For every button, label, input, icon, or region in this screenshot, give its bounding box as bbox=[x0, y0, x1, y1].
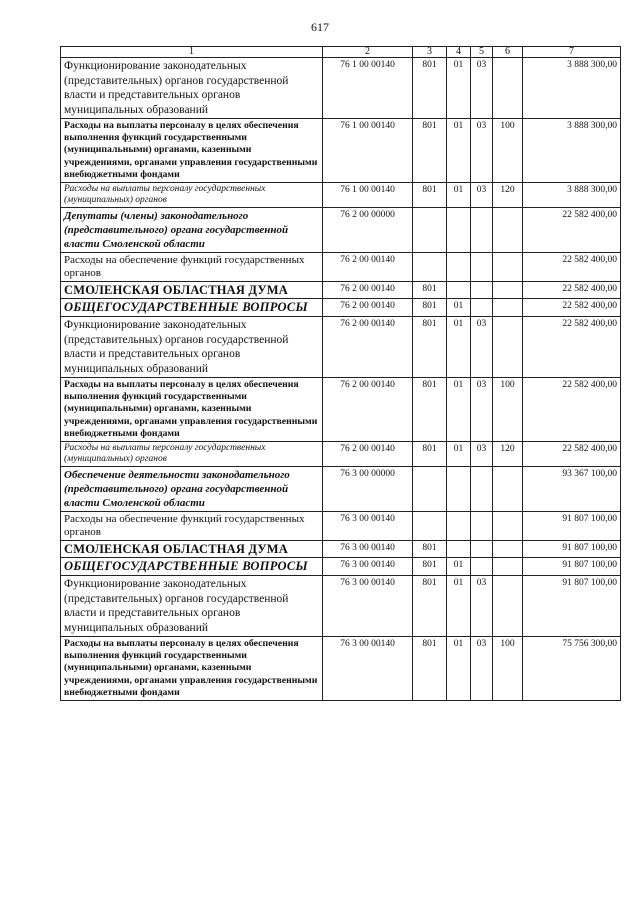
section-code-cell: 01 bbox=[447, 58, 471, 119]
target-article-cell: 76 2 00 00000 bbox=[323, 208, 413, 253]
amount-cell: 22 582 400,00 bbox=[523, 442, 621, 467]
subsection-code-cell: 03 bbox=[471, 637, 493, 701]
expense-type-cell bbox=[493, 512, 523, 541]
subsection-code-cell bbox=[471, 282, 493, 299]
amount-cell: 22 582 400,00 bbox=[523, 253, 621, 282]
column-header: 7 bbox=[523, 47, 621, 58]
section-code-cell bbox=[447, 253, 471, 282]
department-code-cell bbox=[413, 253, 447, 282]
subsection-code-cell bbox=[471, 512, 493, 541]
department-code-cell: 801 bbox=[413, 119, 447, 183]
amount-cell: 22 582 400,00 bbox=[523, 282, 621, 299]
row-name-cell: Расходы на обеспечение функций государственных органов bbox=[61, 253, 323, 282]
amount-cell: 3 888 300,00 bbox=[523, 58, 621, 119]
section-code-cell: 01 bbox=[447, 119, 471, 183]
row-name-cell: Функционирование законодательных (представительных) органов государственной власти и представительных органов муниципальных образований bbox=[61, 58, 323, 119]
target-article-cell: 76 2 00 00140 bbox=[323, 299, 413, 317]
row-name-cell: Расходы на выплаты персоналу в целях обеспечения выполнения функций государственными (муниципальными) органами, казенными учреждениями, органами управления государственными внебюджетными фондами bbox=[61, 119, 323, 183]
department-code-cell: 801 bbox=[413, 183, 447, 208]
subsection-code-cell bbox=[471, 558, 493, 576]
department-code-cell: 801 bbox=[413, 541, 447, 558]
target-article-cell: 76 2 00 00140 bbox=[323, 442, 413, 467]
column-header: 6 bbox=[493, 47, 523, 58]
subsection-code-cell: 03 bbox=[471, 119, 493, 183]
subsection-code-cell bbox=[471, 541, 493, 558]
table-row bbox=[61, 119, 621, 183]
row-name-cell: ОБЩЕГОСУДАРСТВЕННЫЕ ВОПРОСЫ bbox=[61, 299, 323, 317]
expense-type-cell bbox=[493, 576, 523, 637]
department-code-cell: 801 bbox=[413, 576, 447, 637]
subsection-code-cell: 03 bbox=[471, 317, 493, 378]
budget-table bbox=[60, 46, 621, 701]
expense-type-cell bbox=[493, 208, 523, 253]
department-code-cell: 801 bbox=[413, 442, 447, 467]
target-article-cell: 76 1 00 00140 bbox=[323, 58, 413, 119]
page-number: 617 bbox=[311, 20, 329, 34]
table-row bbox=[61, 467, 621, 512]
subsection-code-cell: 03 bbox=[471, 378, 493, 442]
expense-type-cell bbox=[493, 317, 523, 378]
amount-cell: 3 888 300,00 bbox=[523, 183, 621, 208]
department-code-cell: 801 bbox=[413, 637, 447, 701]
amount-cell: 22 582 400,00 bbox=[523, 208, 621, 253]
target-article-cell: 76 2 00 00140 bbox=[323, 378, 413, 442]
department-code-cell bbox=[413, 467, 447, 512]
column-header: 3 bbox=[413, 47, 447, 58]
target-article-cell: 76 2 00 00140 bbox=[323, 317, 413, 378]
subsection-code-cell bbox=[471, 253, 493, 282]
column-header: 2 bbox=[323, 47, 413, 58]
subsection-code-cell: 03 bbox=[471, 58, 493, 119]
section-code-cell: 01 bbox=[447, 576, 471, 637]
amount-cell: 91 807 100,00 bbox=[523, 576, 621, 637]
subsection-code-cell: 03 bbox=[471, 442, 493, 467]
expense-type-cell bbox=[493, 467, 523, 512]
table-row bbox=[61, 378, 621, 442]
table-row bbox=[61, 558, 621, 576]
target-article-cell: 76 2 00 00140 bbox=[323, 253, 413, 282]
column-header: 5 bbox=[471, 47, 493, 58]
section-code-cell: 01 bbox=[447, 299, 471, 317]
table-row bbox=[61, 282, 621, 299]
amount-cell: 91 807 100,00 bbox=[523, 541, 621, 558]
table-row bbox=[61, 512, 621, 541]
section-code-cell: 01 bbox=[447, 378, 471, 442]
row-name-cell: Расходы на обеспечение функций государственных органов bbox=[61, 512, 323, 541]
section-code-cell bbox=[447, 512, 471, 541]
expense-type-cell: 120 bbox=[493, 183, 523, 208]
row-name-cell: Функционирование законодательных (представительных) органов государственной власти и представительных органов муниципальных образований bbox=[61, 317, 323, 378]
department-code-cell: 801 bbox=[413, 378, 447, 442]
subsection-code-cell bbox=[471, 467, 493, 512]
expense-type-cell: 100 bbox=[493, 119, 523, 183]
amount-cell: 22 582 400,00 bbox=[523, 317, 621, 378]
table-row bbox=[61, 541, 621, 558]
column-header-row bbox=[61, 47, 621, 58]
column-header: 1 bbox=[61, 47, 323, 58]
section-code-cell: 01 bbox=[447, 637, 471, 701]
subsection-code-cell: 03 bbox=[471, 576, 493, 637]
section-code-cell bbox=[447, 208, 471, 253]
table-row bbox=[61, 637, 621, 701]
target-article-cell: 76 3 00 00140 bbox=[323, 637, 413, 701]
department-code-cell: 801 bbox=[413, 317, 447, 378]
amount-cell: 91 807 100,00 bbox=[523, 512, 621, 541]
row-name-cell: Расходы на выплаты персоналу в целях обеспечения выполнения функций государственными (муниципальными) органами, казенными учреждениями, органами управления государственными внебюджетными фондами bbox=[61, 378, 323, 442]
target-article-cell: 76 3 00 00140 bbox=[323, 512, 413, 541]
table-row bbox=[61, 317, 621, 378]
target-article-cell: 76 1 00 00140 bbox=[323, 119, 413, 183]
row-name-cell: СМОЛЕНСКАЯ ОБЛАСТНАЯ ДУМА bbox=[61, 541, 323, 558]
expense-type-cell: 100 bbox=[493, 637, 523, 701]
amount-cell: 3 888 300,00 bbox=[523, 119, 621, 183]
table-row bbox=[61, 442, 621, 467]
section-code-cell: 01 bbox=[447, 317, 471, 378]
target-article-cell: 76 3 00 00140 bbox=[323, 576, 413, 637]
expense-type-cell bbox=[493, 558, 523, 576]
target-article-cell: 76 2 00 00140 bbox=[323, 282, 413, 299]
row-name-cell: СМОЛЕНСКАЯ ОБЛАСТНАЯ ДУМА bbox=[61, 282, 323, 299]
table-row bbox=[61, 576, 621, 637]
target-article-cell: 76 3 00 00000 bbox=[323, 467, 413, 512]
section-code-cell bbox=[447, 467, 471, 512]
table-body bbox=[61, 58, 621, 701]
amount-cell: 22 582 400,00 bbox=[523, 299, 621, 317]
section-code-cell bbox=[447, 282, 471, 299]
department-code-cell: 801 bbox=[413, 299, 447, 317]
table-row bbox=[61, 208, 621, 253]
row-name-cell: Расходы на выплаты персоналу государственных (муниципальных) органов bbox=[61, 442, 323, 467]
department-code-cell: 801 bbox=[413, 282, 447, 299]
target-article-cell: 76 3 00 00140 bbox=[323, 541, 413, 558]
subsection-code-cell bbox=[471, 299, 493, 317]
row-name-cell: Обеспечение деятельности законодательного (представительного) органа государственной власти Смоленской области bbox=[61, 467, 323, 512]
department-code-cell: 801 bbox=[413, 558, 447, 576]
target-article-cell: 76 3 00 00140 bbox=[323, 558, 413, 576]
amount-cell: 93 367 100,00 bbox=[523, 467, 621, 512]
row-name-cell: Расходы на выплаты персоналу в целях обеспечения выполнения функций государственными (муниципальными) органами, казенными учреждениями, органами управления государственными внебюджетными фондами bbox=[61, 637, 323, 701]
expense-type-cell bbox=[493, 299, 523, 317]
expense-type-cell bbox=[493, 541, 523, 558]
table-row bbox=[61, 183, 621, 208]
section-code-cell: 01 bbox=[447, 442, 471, 467]
department-code-cell: 801 bbox=[413, 58, 447, 119]
department-code-cell bbox=[413, 208, 447, 253]
row-name-cell: Депутаты (члены) законодательного (представительного) органа государственной власти Смоленской области bbox=[61, 208, 323, 253]
amount-cell: 22 582 400,00 bbox=[523, 378, 621, 442]
row-name-cell: ОБЩЕГОСУДАРСТВЕННЫЕ ВОПРОСЫ bbox=[61, 558, 323, 576]
target-article-cell: 76 1 00 00140 bbox=[323, 183, 413, 208]
table-row bbox=[61, 299, 621, 317]
expense-type-cell bbox=[493, 253, 523, 282]
section-code-cell: 01 bbox=[447, 183, 471, 208]
expense-type-cell bbox=[493, 58, 523, 119]
expense-type-cell: 120 bbox=[493, 442, 523, 467]
section-code-cell: 01 bbox=[447, 558, 471, 576]
subsection-code-cell: 03 bbox=[471, 183, 493, 208]
column-header: 4 bbox=[447, 47, 471, 58]
section-code-cell bbox=[447, 541, 471, 558]
table-row bbox=[61, 58, 621, 119]
row-name-cell: Расходы на выплаты персоналу государственных (муниципальных) органов bbox=[61, 183, 323, 208]
department-code-cell bbox=[413, 512, 447, 541]
subsection-code-cell bbox=[471, 208, 493, 253]
table-row bbox=[61, 253, 621, 282]
amount-cell: 91 807 100,00 bbox=[523, 558, 621, 576]
expense-type-cell: 100 bbox=[493, 378, 523, 442]
amount-cell: 75 756 300,00 bbox=[523, 637, 621, 701]
row-name-cell: Функционирование законодательных (представительных) органов государственной власти и представительных органов муниципальных образований bbox=[61, 576, 323, 637]
expense-type-cell bbox=[493, 282, 523, 299]
